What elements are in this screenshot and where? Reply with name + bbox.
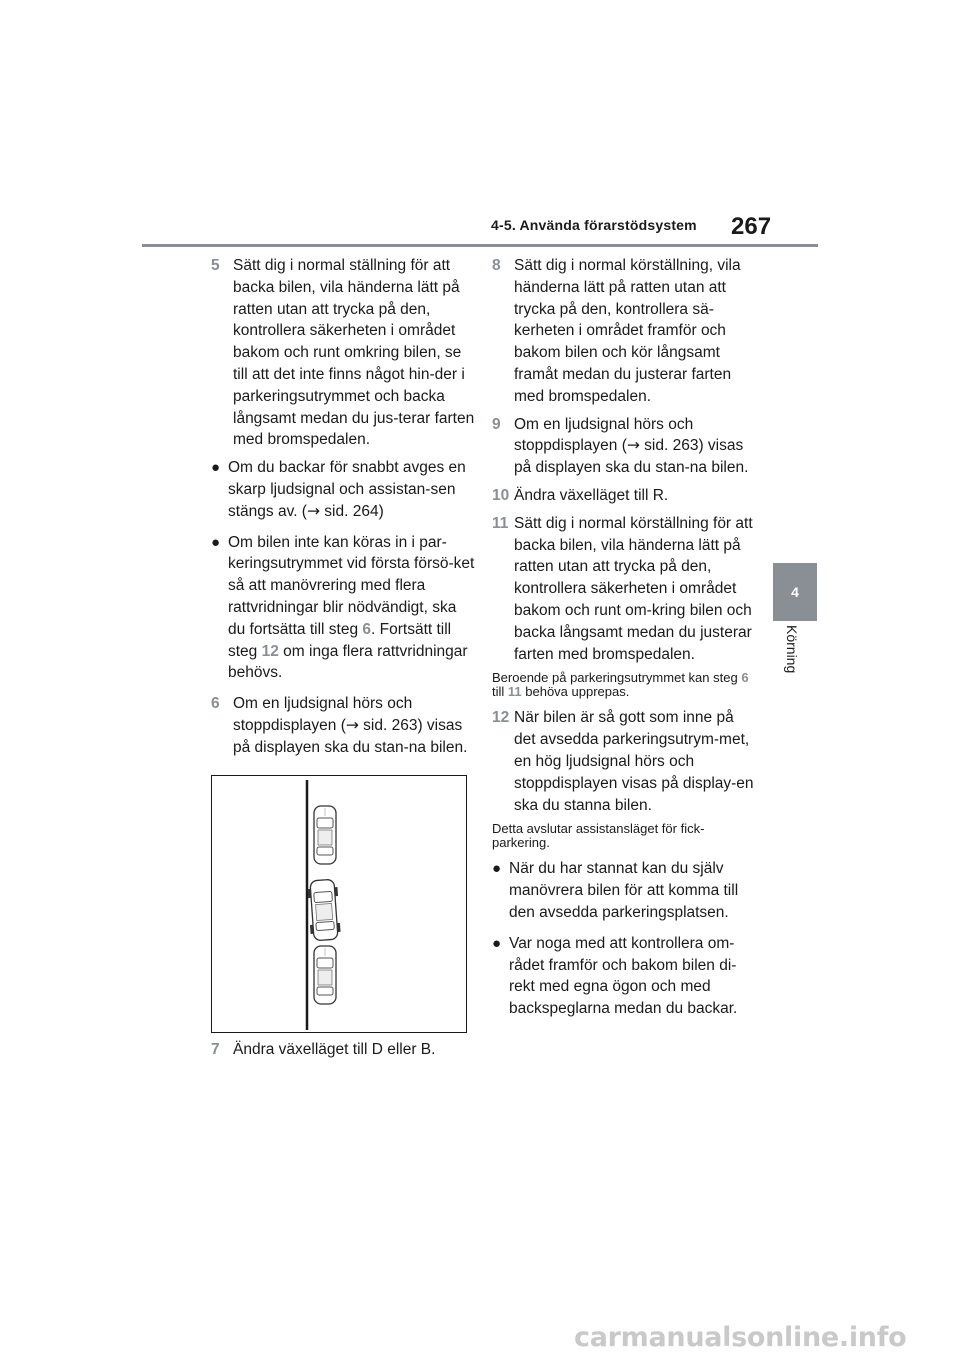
bullet-multiple-turns [211, 532, 476, 685]
bullet-text: . Fortsätt till steg [228, 620, 452, 660]
step-number: 7 [211, 1040, 220, 1058]
parking-illustration [211, 775, 467, 1033]
bullet-check-surroundings [492, 933, 757, 1020]
bullet-dot-icon: ● [492, 934, 502, 952]
step-5 [211, 255, 476, 451]
step-text: Sätt dig i normal körställning, vila händerna lätt på ratten utan att trycka på den, kontrollera sä-kerheten i området framför och bakom bilen och kör långsamt framåt medan du justerar farten med bromspedalen. [514, 257, 741, 405]
note-text: behöva upprepas. [521, 684, 630, 700]
note-text: Beroende på parkeringsutrymmet kan steg [492, 670, 742, 686]
note-assist-end [492, 822, 757, 850]
parked-car-front-icon [314, 806, 336, 864]
bullet-text: Om bilen inte kan köras in i par-keringsutrymmet vid första försö-ket så att manövrering med flera rattvridningar blir nödvändigt, ska du fortsätta till steg [228, 533, 475, 638]
maneuvering-car-icon [307, 879, 341, 941]
step-9 [492, 414, 757, 479]
step-reference: 6 [362, 620, 372, 638]
note-text: Detta avslutar assistansläget för fick-parkering. [492, 821, 705, 851]
step-number: 11 [492, 514, 509, 532]
bullet-text: När du har stannat kan du själv manövrera bilen för att komma till den avsedda parkeringsplatsen. [509, 860, 739, 921]
arrow-icon: → [626, 436, 640, 455]
step-number: 6 [211, 695, 220, 713]
parking-diagram [212, 776, 466, 1032]
page-reference[interactable]: sid. 263) visas på displayen ska du stan-na bilen. [233, 716, 468, 756]
chapter-label: Körning [784, 625, 800, 674]
step-10 [492, 485, 757, 507]
bullet-dot-icon: ● [211, 459, 221, 477]
note-text: till [492, 684, 508, 700]
bullet-manual-maneuver [492, 858, 757, 923]
parked-car-rear-icon [314, 946, 336, 1004]
chapter-number: 4 [791, 584, 799, 600]
step-reference: 12 [261, 642, 279, 660]
header-rule [142, 244, 818, 247]
step-text: När bilen är så gott som inne på det avsedda parkeringsutrym-met, en hög ljudsignal hörs och stoppdisplayen visas på display-en ska du stanna bilen. [514, 709, 754, 814]
bullet-dot-icon: ● [492, 860, 502, 878]
bullet-text: om inga flera rattvridningar behövs. [228, 642, 468, 682]
step-text: Ändra växelläget till R. [514, 486, 669, 504]
step-text: Ändra växelläget till D eller B. [233, 1040, 436, 1058]
step-text: Sätt dig i normal körställning för att backa bilen, vila händerna lätt på ratten utan att trycka på den, kontrollera säkerheten i området bakom och runt om-kring bilen och backa långsamt medan du justerar farten med bromspedalen. [514, 514, 753, 663]
bullet-dot-icon: ● [211, 533, 221, 551]
step-7 [211, 1039, 476, 1061]
arrow-icon: → [306, 501, 320, 520]
step-text: Om en ljudsignal hörs och stoppdisplayen ( [514, 415, 694, 455]
bullet-text: Om du backar för snabbt avges en skarp ljudsignal och assistan-sen stängs av. ( [228, 459, 466, 520]
section-title: 4-5. Använda förarstödsystem [491, 217, 697, 233]
step-number: 12 [492, 709, 510, 727]
page-reference[interactable]: sid. 263) visas på displayen ska du stan-na bilen. [514, 437, 749, 477]
left-column [211, 255, 476, 1066]
page-number: 267 [731, 213, 772, 240]
step-reference: 6 [741, 670, 749, 686]
page-reference[interactable]: sid. 264) [319, 502, 384, 520]
note-repeat-steps [492, 671, 757, 699]
step-6 [211, 693, 476, 758]
step-number: 8 [492, 257, 501, 274]
step-number: 5 [211, 257, 220, 274]
step-number: 9 [492, 415, 501, 433]
step-11 [492, 513, 757, 666]
step-8 [492, 255, 757, 408]
watermark: carmanualsonline.info [574, 1322, 907, 1353]
chapter-tab [773, 563, 817, 621]
step-number: 10 [492, 486, 510, 504]
step-reference: 11 [507, 684, 522, 700]
step-12 [492, 707, 757, 816]
step-text: Om en ljudsignal hörs och stoppdisplayen ( [233, 695, 413, 734]
arrow-icon: → [345, 715, 359, 734]
right-column [492, 255, 757, 1029]
bullet-text: Var noga med att kontrollera om-rådet framför och bakom bilen di-rekt med egna ögon och med backspeglarna medan du backar. [509, 934, 738, 1018]
step-text: Sätt dig i normal ställning för att backa bilen, vila händerna lätt på ratten utan att trycka på den, kontrollera säkerheten i området bakom och runt omkring bilen, se till att det inte finns något hin-der i parkeringsutrymmet och backa långsamt medan du jus-terar farten med bromspedalen. [233, 257, 475, 449]
bullet-fast-reverse [211, 457, 476, 522]
